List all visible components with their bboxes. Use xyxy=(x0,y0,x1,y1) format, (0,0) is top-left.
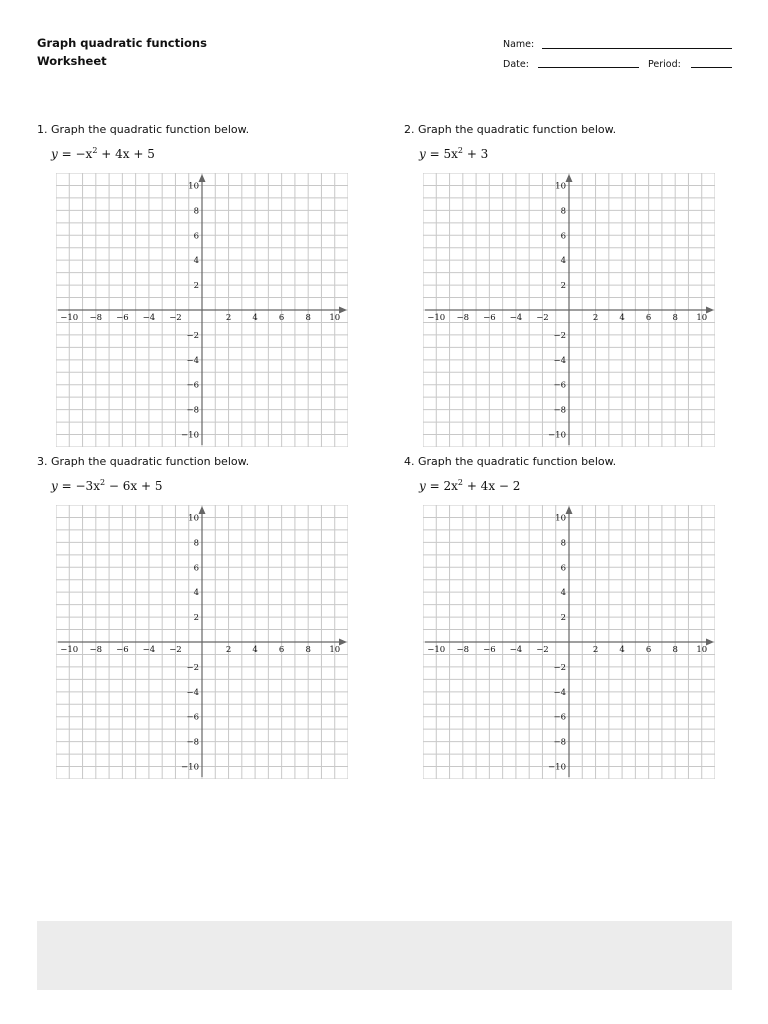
y-axis-arrow xyxy=(566,174,573,182)
x-tick-label: −2 xyxy=(536,645,549,655)
problem-1-prompt: 1. Graph the quadratic function below. xyxy=(37,123,250,136)
worksheet-subtitle: Worksheet xyxy=(37,54,107,68)
problem-2-prompt: 2. Graph the quadratic function below. xyxy=(404,123,617,136)
date-label: Date: xyxy=(503,59,529,70)
x-tick-label: 8 xyxy=(672,645,678,655)
x-tick-label: −10 xyxy=(427,645,446,655)
x-tick-label: −8 xyxy=(89,645,103,655)
x-tick-label: 2 xyxy=(225,313,232,323)
y-tick-label: −2 xyxy=(186,330,199,341)
y-tick-label: −2 xyxy=(186,662,199,673)
x-tick-label: 8 xyxy=(305,645,311,655)
x-tick-label: 10 xyxy=(329,313,341,323)
x-tick-label: 4 xyxy=(252,645,258,655)
x-tick-label: −10 xyxy=(60,645,79,655)
problem-4-grid[interactable] xyxy=(423,505,715,779)
y-tick-label: −4 xyxy=(553,355,566,366)
date-field-line[interactable] xyxy=(538,67,639,68)
y-tick-label: 10 xyxy=(555,181,566,192)
y-tick-label: 2 xyxy=(560,613,566,624)
x-tick-label: −8 xyxy=(456,645,470,655)
y-tick-label: −10 xyxy=(181,430,199,441)
y-tick-label: 4 xyxy=(193,256,199,267)
x-tick-label: −2 xyxy=(169,313,182,323)
x-axis-arrow xyxy=(339,307,347,314)
x-tick-label: −2 xyxy=(169,645,182,655)
x-tick-label: 8 xyxy=(672,313,678,323)
y-tick-label: −6 xyxy=(186,712,199,723)
x-tick-label: 6 xyxy=(278,313,285,323)
y-tick-label: −6 xyxy=(553,380,566,391)
problem-3-equation: $y = -3x^2 - 6x + 5$ xyxy=(51,478,163,493)
x-tick-label: 2 xyxy=(592,645,599,655)
x-axis-arrow xyxy=(706,307,714,314)
x-tick-label: 6 xyxy=(278,645,285,655)
x-tick-label: 4 xyxy=(619,313,625,323)
y-tick-label: 6 xyxy=(193,563,199,574)
y-tick-label: 6 xyxy=(560,563,566,574)
x-tick-label: 10 xyxy=(329,645,341,655)
worksheet-title: Graph quadratic functions xyxy=(37,36,207,50)
x-tick-label: −8 xyxy=(456,313,470,323)
x-axis-arrow xyxy=(339,639,347,646)
y-tick-label: −10 xyxy=(548,430,566,441)
x-tick-label: 8 xyxy=(305,313,311,323)
y-tick-label: −8 xyxy=(186,737,199,748)
x-tick-label: −6 xyxy=(483,313,496,323)
x-axis-arrow xyxy=(706,639,714,646)
problem-3-prompt: 3. Graph the quadratic function below. xyxy=(37,455,250,468)
x-tick-label: −2 xyxy=(536,313,549,323)
y-tick-label: 2 xyxy=(560,281,566,292)
y-tick-label: 8 xyxy=(193,538,199,549)
x-tick-label: −6 xyxy=(116,313,129,323)
y-tick-label: −8 xyxy=(553,405,566,416)
y-axis-arrow xyxy=(566,506,573,514)
period-label: Period: xyxy=(648,59,681,70)
x-tick-label: −4 xyxy=(509,645,523,655)
y-tick-label: −4 xyxy=(186,355,199,366)
x-tick-label: −10 xyxy=(60,313,79,323)
problem-4-prompt: 4. Graph the quadratic function below. xyxy=(404,455,617,468)
x-tick-label: −4 xyxy=(509,313,523,323)
y-tick-label: 6 xyxy=(560,231,566,242)
y-tick-label: 6 xyxy=(193,231,199,242)
footer-band xyxy=(37,921,732,990)
x-tick-label: 6 xyxy=(645,645,652,655)
y-tick-label: −10 xyxy=(181,762,199,773)
x-tick-label: 2 xyxy=(225,645,232,655)
x-tick-label: −10 xyxy=(427,313,446,323)
x-tick-label: 4 xyxy=(619,645,625,655)
y-tick-label: 10 xyxy=(188,513,199,524)
x-tick-label: 10 xyxy=(696,313,708,323)
x-tick-label: −4 xyxy=(142,645,156,655)
y-tick-label: −6 xyxy=(553,712,566,723)
y-tick-label: 4 xyxy=(560,588,566,599)
y-tick-label: 10 xyxy=(555,513,566,524)
x-tick-label: 10 xyxy=(696,645,708,655)
y-tick-label: −2 xyxy=(553,330,566,341)
x-tick-label: −8 xyxy=(89,313,103,323)
y-tick-label: −4 xyxy=(553,687,566,698)
y-tick-label: −2 xyxy=(553,662,566,673)
y-tick-label: −6 xyxy=(186,380,199,391)
y-tick-label: 4 xyxy=(193,588,199,599)
y-tick-label: 2 xyxy=(193,613,199,624)
y-tick-label: −4 xyxy=(186,687,199,698)
x-tick-label: 4 xyxy=(252,313,258,323)
problem-4-equation: $y = 2x^2 + 4x - 2$ xyxy=(419,478,521,493)
problem-1-grid[interactable] xyxy=(56,173,348,447)
problem-2-equation: $y = 5x^2 + 3$ xyxy=(419,146,489,161)
problem-3-grid[interactable] xyxy=(56,505,348,779)
x-tick-label: −6 xyxy=(116,645,129,655)
y-axis-arrow xyxy=(199,174,206,182)
y-tick-label: 2 xyxy=(193,281,199,292)
name-field-line[interactable] xyxy=(542,48,732,49)
y-tick-label: 8 xyxy=(560,206,566,217)
y-tick-label: −10 xyxy=(548,762,566,773)
x-tick-label: 6 xyxy=(645,313,652,323)
problem-1-equation: $y = -x^2 + 4x + 5$ xyxy=(51,146,155,161)
y-axis-arrow xyxy=(199,506,206,514)
x-tick-label: −6 xyxy=(483,645,496,655)
y-tick-label: 10 xyxy=(188,181,199,192)
y-tick-label: 8 xyxy=(193,206,199,217)
period-field-line[interactable] xyxy=(691,67,732,68)
x-tick-label: −4 xyxy=(142,313,156,323)
x-tick-label: 2 xyxy=(592,313,599,323)
y-tick-label: −8 xyxy=(186,405,199,416)
name-label: Name: xyxy=(503,39,535,50)
problem-2-grid[interactable] xyxy=(423,173,715,447)
y-tick-label: −8 xyxy=(553,737,566,748)
y-tick-label: 4 xyxy=(560,256,566,267)
y-tick-label: 8 xyxy=(560,538,566,549)
